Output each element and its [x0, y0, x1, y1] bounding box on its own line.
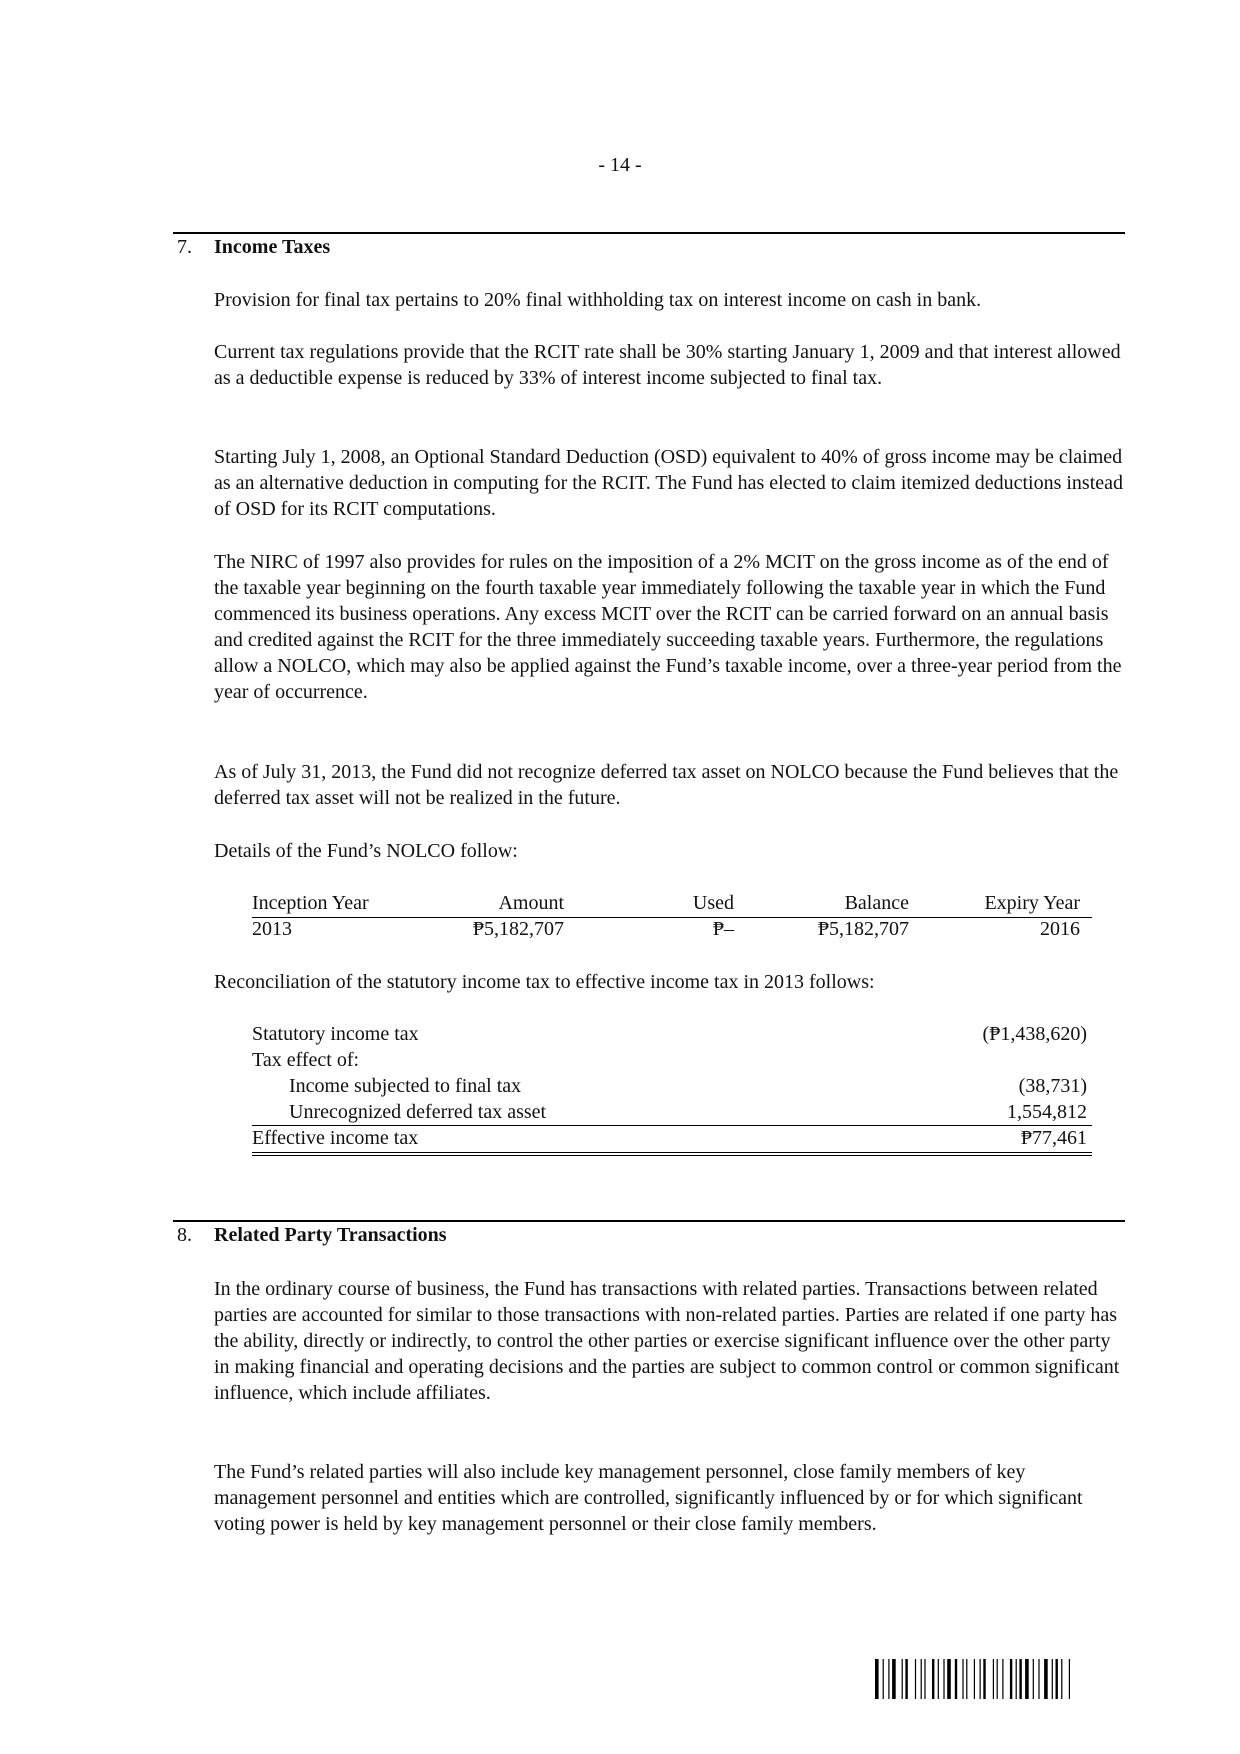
- table-row: [252, 916, 1092, 942]
- paragraph: As of July 31, 2013, the Fund did not recognize deferred tax asset on NOLCO because the Fund believes that the deferred tax asset will not be realized in the future.: [214, 761, 1119, 809]
- section-heading-income-taxes: [177, 234, 330, 260]
- page-number: - 14 -: [598, 154, 642, 176]
- row-label: Statutory income tax: [252, 1023, 419, 1045]
- section-title: Income Taxes: [214, 236, 331, 258]
- reconciliation-row: [252, 1125, 1087, 1151]
- paragraph: In the ordinary course of business, the Fund has transactions with related parties. Transactions between related parties are accounted for similar to those transactions with non-related parties. Parties are related if one party has the ability, directly or indirectly, to control the other parties or exercise significant influence over the other party in making financial and operating decisions and the parties are subject to common control or common significant influence, which include affiliates.: [214, 1278, 1120, 1404]
- paragraph: The NIRC of 1997 also provides for rules on the imposition of a 2% MCIT on the gross income as of the end of the taxable year beginning on the fourth taxable year immediately following the taxable year in which the Fund commenced its business operations. Any excess MCIT over the RCIT can be carried forward on an annual basis and credited against the RCIT for the three immediately succeeding taxable years. Furthermore, the regulations allow a NOLCO, which may also be applied against the Fund’s taxable income, over a three-year period from the year of occurrence.: [214, 551, 1122, 703]
- reconciliation-row: [252, 1047, 1087, 1073]
- tax-reconciliation: [252, 1021, 1087, 1151]
- table-cell: ₱5,182,707: [472, 918, 564, 940]
- column-header: Inception Year: [252, 892, 369, 914]
- paragraph: Starting July 1, 2008, an Optional Standard Deduction (OSD) equivalent to 40% of gross income may be claimed as an alternative deduction in computing for the RCIT. The Fund has elected to claim itemized deductions instead of OSD for its RCIT computations.: [214, 446, 1124, 520]
- row-label: Income subjected to final tax: [289, 1075, 522, 1097]
- section-number: 7.: [177, 236, 192, 258]
- reconciliation-row: [252, 1073, 1087, 1099]
- table-cell: ₱5,182,707: [817, 918, 909, 940]
- row-label: Unrecognized deferred tax asset: [289, 1101, 547, 1123]
- nolco-table: [252, 890, 1092, 942]
- column-header: Balance: [844, 892, 909, 914]
- row-value: ₱77,461: [1020, 1127, 1087, 1149]
- row-label: Effective income tax: [252, 1127, 419, 1149]
- column-header: Expiry Year: [984, 892, 1080, 914]
- paragraph: The Fund’s related parties will also include key management personnel, close family members of key management personnel and entities which are controlled, significantly influenced by or for which significant voting power is held by key management personnel or their close family members.: [214, 1461, 1083, 1535]
- paragraph: Reconciliation of the statutory income tax to effective income tax in 2013 follows:: [214, 971, 875, 993]
- section-heading-related-party-transactions: [177, 1222, 447, 1248]
- section-title: Related Party Transactions: [214, 1224, 447, 1246]
- row-value: 1,554,812: [1007, 1101, 1087, 1123]
- reconciliation-row: [252, 1021, 1087, 1047]
- table-cell: 2013: [252, 918, 292, 940]
- section-number: 8.: [177, 1224, 192, 1246]
- column-header: Amount: [498, 892, 564, 914]
- barcode-icon: [875, 1659, 1125, 1699]
- subtotal-rule: [252, 1125, 1092, 1126]
- column-header: Used: [692, 892, 734, 914]
- paragraph: Details of the Fund’s NOLCO follow:: [214, 840, 518, 862]
- total-double-rule: [252, 1152, 1092, 1156]
- reconciliation-row: [252, 1099, 1087, 1125]
- table-header-row: [252, 890, 1092, 916]
- paragraph: Provision for final tax pertains to 20% final withholding tax on interest income on cash in bank.: [214, 289, 982, 311]
- paragraph: Current tax regulations provide that the RCIT rate shall be 30% starting January 1, 2009 and that interest allowed as a deductible expense is reduced by 33% of interest income subjected to final tax.: [214, 341, 1121, 389]
- table-cell: ₱–: [712, 918, 734, 940]
- row-value: (₱1,438,620): [982, 1023, 1087, 1045]
- table-header-rule: [252, 917, 1092, 918]
- row-value: (38,731): [1018, 1075, 1087, 1097]
- table-cell: 2016: [1040, 918, 1080, 940]
- row-label: Tax effect of:: [252, 1049, 360, 1071]
